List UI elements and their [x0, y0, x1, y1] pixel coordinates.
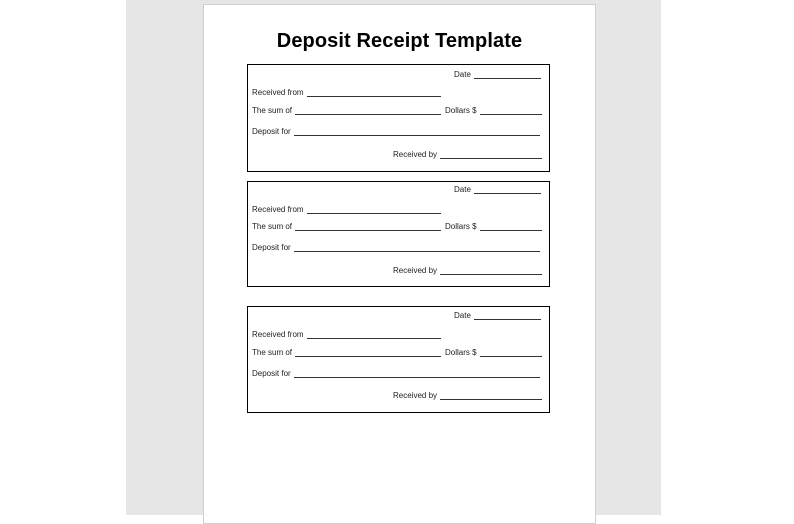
- received-from-label: Received from: [252, 205, 304, 214]
- deposit-for-row: [252, 243, 540, 252]
- received-by-row: [393, 391, 542, 400]
- received-by-line[interactable]: [440, 267, 542, 275]
- received-from-row: [252, 205, 441, 214]
- dollars-line[interactable]: [480, 223, 542, 231]
- date-row: [454, 311, 541, 320]
- sum-line[interactable]: [295, 349, 441, 357]
- dollars-label: Dollars $: [445, 348, 477, 357]
- sum-row: [252, 348, 542, 357]
- deposit-for-line[interactable]: [294, 370, 540, 378]
- receipt-form-1: [247, 64, 550, 172]
- deposit-for-label: Deposit for: [252, 127, 291, 136]
- date-label: Date: [454, 185, 471, 194]
- received-from-line[interactable]: [307, 331, 441, 339]
- sum-line[interactable]: [295, 223, 441, 231]
- received-by-label: Received by: [393, 150, 438, 159]
- date-line[interactable]: [474, 186, 541, 194]
- deposit-for-label: Deposit for: [252, 369, 291, 378]
- deposit-for-row: [252, 369, 540, 378]
- received-by-line[interactable]: [440, 151, 542, 159]
- received-from-line[interactable]: [307, 206, 441, 214]
- received-by-label: Received by: [393, 266, 438, 275]
- deposit-for-row: [252, 127, 540, 136]
- dollars-line[interactable]: [480, 107, 542, 115]
- received-by-row: [393, 266, 542, 275]
- received-from-label: Received from: [252, 330, 304, 339]
- date-label: Date: [454, 70, 471, 79]
- received-by-label: Received by: [393, 391, 438, 400]
- receipt-form-3: [247, 306, 550, 413]
- received-by-row: [393, 150, 542, 159]
- document-title: Deposit Receipt Template: [276, 30, 523, 52]
- sum-label: The sum of: [252, 348, 293, 357]
- date-row: [454, 70, 541, 79]
- receipt-form-2: [247, 181, 550, 287]
- sum-row: [252, 106, 542, 115]
- deposit-for-line[interactable]: [294, 128, 540, 136]
- deposit-for-label: Deposit for: [252, 243, 291, 252]
- received-from-label: Received from: [252, 88, 304, 97]
- dollars-label: Dollars $: [445, 222, 477, 231]
- date-line[interactable]: [474, 312, 541, 320]
- date-label: Date: [454, 311, 471, 320]
- deposit-for-line[interactable]: [294, 244, 540, 252]
- received-from-row: [252, 330, 441, 339]
- received-by-line[interactable]: [440, 392, 542, 400]
- dollars-label: Dollars $: [445, 106, 477, 115]
- sum-label: The sum of: [252, 222, 293, 231]
- received-from-line[interactable]: [307, 89, 441, 97]
- date-line[interactable]: [474, 71, 541, 79]
- dollars-line[interactable]: [480, 349, 542, 357]
- sum-label: The sum of: [252, 106, 293, 115]
- date-row: [454, 185, 541, 194]
- sum-row: [252, 222, 542, 231]
- sum-line[interactable]: [295, 107, 441, 115]
- received-from-row: [252, 88, 441, 97]
